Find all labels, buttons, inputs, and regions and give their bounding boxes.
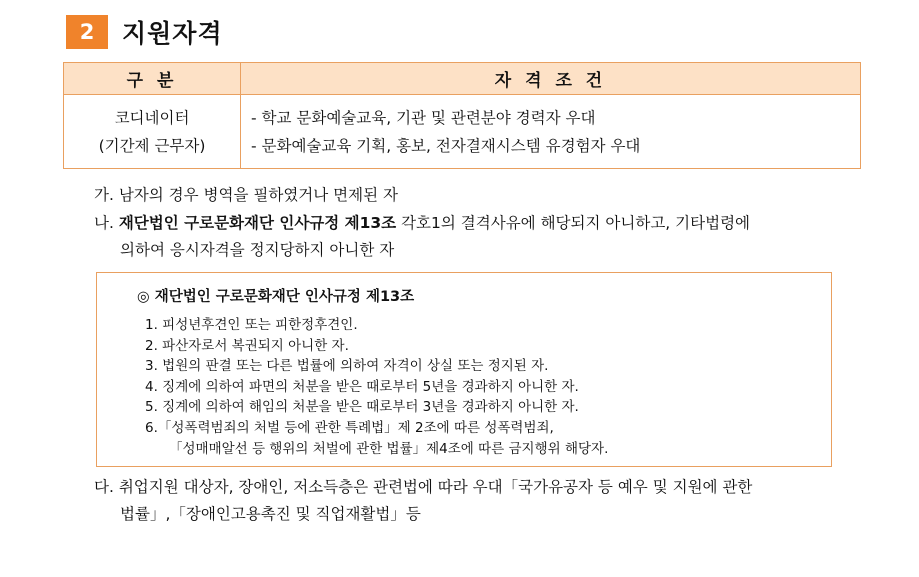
list-item: 4. 징계에 의하여 파면의 처분을 받은 때로부터 5년을 경과하지 아니한 자. xyxy=(145,378,579,395)
condition-item: - 학교 문화예술교육, 기관 및 관련분야 경력자 우대 xyxy=(251,108,596,127)
category-cell xyxy=(64,95,241,169)
category-line-2: (기간제 근무자) xyxy=(98,136,206,155)
item-da-line1: 다. 취업지원 대상자, 장애인, 저소득층은 관련법에 따라 우대「국가유공자 등 예우 및 지원에 관한 xyxy=(94,478,753,496)
item-da-line2: 법률」,「장애인고용촉진 및 직업재활법」등 xyxy=(120,505,421,523)
list-item: 3. 법원의 판결 또는 다른 법률에 의하여 자격이 상실 또는 정지된 자. xyxy=(145,358,549,375)
section-title: 지원자격 xyxy=(122,19,223,48)
item-da xyxy=(94,474,752,528)
list-item-continuation: 「성매매알선 등 행위의 처벌에 관한 법률」제4조에 따른 금지행위 해당자. xyxy=(169,440,609,457)
item-na-prefix: 나. xyxy=(94,214,119,232)
regulation-box xyxy=(96,272,832,467)
conditions-cell xyxy=(241,95,861,169)
list-item xyxy=(145,418,608,459)
table-row xyxy=(64,95,861,169)
item-ga: 가. 남자의 경우 병역을 필하였거나 면제된 자 xyxy=(94,186,399,204)
list-item: 2. 파산자로서 복권되지 아니한 자. xyxy=(145,337,349,354)
condition-item: - 문화예술교육 기획, 홍보, 전자결재시스템 유경험자 우대 xyxy=(251,136,641,155)
regulation-title: ◎ 재단법인 구로문화재단 인사규정 제13조 xyxy=(137,289,415,305)
list-item: 5. 징계에 의하여 해임의 처분을 받은 때로부터 3년을 경과하지 아니한 자. xyxy=(145,399,579,416)
category-line-1: 코디네이터 xyxy=(114,108,190,127)
list-item-text: 6.「성폭력범죄의 처벌 등에 관한 특례법」제 2조에 따른 성폭력범죄, xyxy=(145,419,554,436)
qualification-table xyxy=(63,62,861,169)
header-category: 구 분 xyxy=(64,63,241,95)
header-conditions: 자 격 조 건 xyxy=(241,63,861,95)
regulation-list xyxy=(145,315,608,459)
item-na-line2: 의하여 응시자격을 정지당하지 아니한 자 xyxy=(120,241,395,259)
list-item: 1. 피성년후견인 또는 피한정후견인. xyxy=(145,317,358,333)
table-header-row xyxy=(64,63,861,95)
section-header xyxy=(66,14,223,50)
item-na-bold: 재단법인 구로문화재단 인사규정 제13조 xyxy=(118,214,397,232)
item-na xyxy=(94,210,750,264)
item-na-rest: 각호1의 결격사유에 해당되지 아니하고, 기타법령에 xyxy=(396,214,751,232)
section-number-badge: 2 xyxy=(66,15,108,49)
